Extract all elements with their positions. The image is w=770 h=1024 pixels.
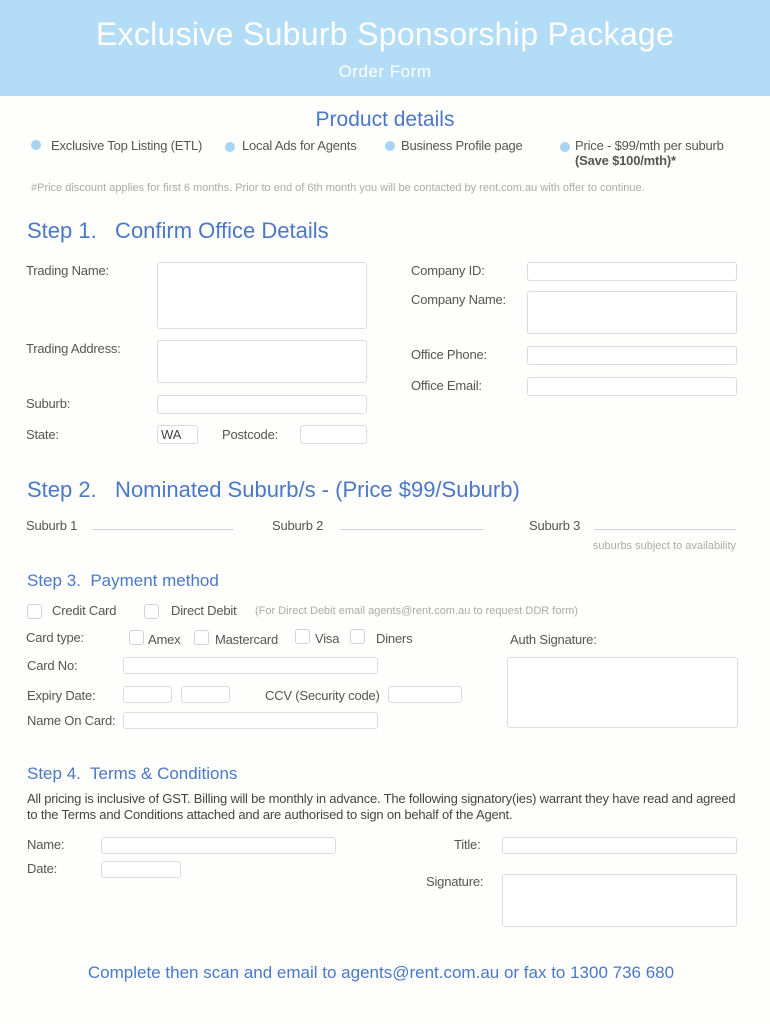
visa-label: Visa: [315, 631, 340, 646]
trading-address-field[interactable]: [157, 340, 367, 383]
form-subtitle: Order Form: [338, 62, 432, 81]
suburb-label: Suburb:: [26, 396, 71, 411]
state-field[interactable]: WA: [157, 425, 198, 444]
direct-debit-label: Direct Debit: [171, 603, 237, 618]
office-phone-field[interactable]: [527, 346, 737, 365]
product-item-local-ads: Local Ads for Agents: [242, 138, 357, 153]
bullet-icon: [385, 141, 395, 151]
office-phone-label: Office Phone:: [411, 347, 487, 362]
office-email-field[interactable]: [527, 377, 737, 396]
name-label: Name:: [27, 837, 65, 852]
step1-title: Step 1. Confirm Office Details: [27, 218, 329, 243]
suburb2-line[interactable]: [340, 529, 484, 530]
name-on-card-field[interactable]: [123, 712, 378, 729]
company-name-field[interactable]: [527, 291, 737, 334]
form-header: [0, 0, 770, 96]
suburb2-label: Suburb 2: [272, 518, 324, 533]
title-field[interactable]: [502, 837, 737, 854]
amex-label: Amex: [148, 632, 181, 647]
postcode-field[interactable]: [300, 425, 367, 444]
suburb1-label: Suburb 1: [26, 518, 78, 533]
diners-label: Diners: [376, 631, 413, 646]
auth-signature-field[interactable]: [507, 657, 738, 728]
step4-title: Step 4. Terms & Conditions: [27, 764, 238, 783]
footer-instruction: Complete then scan and email to agents@rent.com.au or fax to 1300 736 680: [87, 963, 675, 982]
card-no-label: Card No:: [27, 658, 78, 673]
product-item-profile: Business Profile page: [401, 138, 523, 153]
mastercard-label: Mastercard: [215, 632, 279, 647]
trading-address-label: Trading Address:: [26, 341, 121, 356]
company-id-label: Company ID:: [411, 263, 485, 278]
bullet-icon: [31, 140, 41, 150]
diners-checkbox[interactable]: [350, 629, 365, 644]
step3-title: Step 3. Payment method: [27, 571, 219, 590]
direct-debit-note: (For Direct Debit email agents@rent.com.au to request DDR form): [255, 605, 578, 617]
step2-title: Step 2. Nominated Suburb/s - (Price $99/Suburb): [27, 477, 520, 502]
card-type-label: Card type:: [26, 630, 84, 645]
office-email-label: Office Email:: [411, 378, 482, 393]
price-save: (Save $100/mth)*: [575, 153, 676, 168]
date-field[interactable]: [101, 861, 181, 878]
bullet-icon: [560, 142, 570, 152]
suburb1-line[interactable]: [92, 529, 234, 530]
company-id-field[interactable]: [527, 262, 737, 281]
product-item-price: Price - $99/mth per suburb: [575, 138, 724, 153]
direct-debit-checkbox[interactable]: [144, 604, 159, 619]
expiry-month-field[interactable]: [123, 686, 172, 703]
bullet-icon: [225, 142, 235, 152]
visa-checkbox[interactable]: [295, 629, 310, 644]
credit-card-label: Credit Card: [52, 603, 117, 618]
trading-name-label: Trading Name:: [26, 263, 109, 278]
amex-checkbox[interactable]: [129, 630, 144, 645]
card-no-field[interactable]: [123, 657, 378, 674]
date-label: Date:: [27, 861, 58, 876]
ccv-field[interactable]: [388, 686, 462, 703]
name-on-card-label: Name On Card:: [27, 713, 116, 728]
product-heading: Product details: [315, 108, 455, 131]
expiry-label: Expiry Date:: [27, 688, 96, 703]
availability-note: suburbs subject to availability: [592, 540, 736, 552]
terms-text: All pricing is inclusive of GST. Billing will be monthly in advance. The following signatory(ies) warrant they have read and agreed to the Terms and Conditions attached and are authorised to sign on behalf of the Agent.: [27, 791, 736, 822]
ccv-label: CCV (Security code): [265, 688, 380, 703]
mastercard-checkbox[interactable]: [194, 630, 209, 645]
state-label: State:: [26, 427, 59, 442]
expiry-year-field[interactable]: [181, 686, 230, 703]
suburb3-label: Suburb 3: [529, 518, 581, 533]
product-item-etl: Exclusive Top Listing (ETL): [51, 138, 203, 153]
form-title: Exclusive Suburb Sponsorship Package: [95, 16, 675, 52]
suburb3-line[interactable]: [594, 529, 736, 530]
name-field[interactable]: [101, 837, 336, 854]
title-label: Title:: [454, 837, 481, 852]
trading-name-field[interactable]: [157, 262, 367, 329]
credit-card-checkbox[interactable]: [27, 604, 42, 619]
postcode-label: Postcode:: [222, 427, 279, 442]
company-name-label: Company Name:: [411, 292, 506, 307]
suburb-field[interactable]: [157, 395, 367, 414]
signature-field[interactable]: [502, 874, 737, 927]
price-note: #Price discount applies for first 6 months. Prior to end of 6th month you will be contacted by rent.com.au with offer to continue.: [31, 182, 645, 194]
signature-label: Signature:: [426, 874, 484, 889]
auth-signature-label: Auth Signature:: [510, 632, 597, 647]
